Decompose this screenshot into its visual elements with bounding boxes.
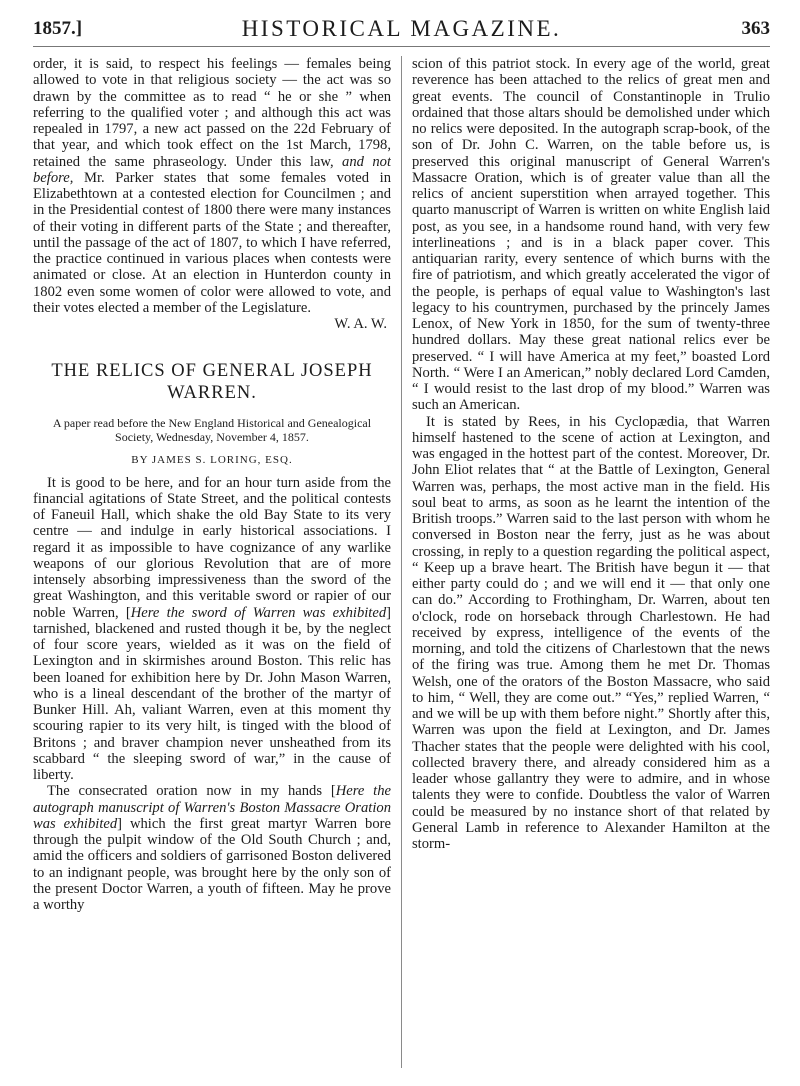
- paragraph: scion of this patriot stock. In every age of the world, great reverence has been attached to the relics of great men and great events. The council of Constantinople in Trulio ordained that those altars should be demolished under which no relics were deposited. In the autograph scrap-book, of the son of Dr. John C. Warren, on the table before us, is preserved this original manuscript of General Warren's Massacre Oration, which is of greater value than all the relics of ancient superstition when arrayed together. This quarto manuscript of Warren is written on white English laid post, as you see, in a handsome round hand, with very few interlineations ; and is in a black paper cover. This antiquarian rarity, every sentence of which burns with the fire of patriotism, and which greatly accelerated the vigor of the people, is perhaps of equal value to Washington's last legacy to his countrymen, purchased by the princely James Lenox, of New York in 1850, for the sum of twenty-three hundred dollars. May these great national relics ever be preserved. “ I will have America at my feet,” boasted Lord North. “ Were I an American,” nobly declared Lord Camden, “ I would resist to the last drop of my blood.” Warren was such an American.: [412, 56, 770, 414]
- text-run: It is good to be here, and for an hour turn aside from the financial agitations of State Street, and the political contests of Faneuil Hall, which shake the old Bay State to its very centre — and indulge in early historical associations. I regard it as impossible to have cognizance of any warlike weapons of our glorious Revolution that are of more intensely absorbing impressiveness than the sword of the great Washington, and this veritable sword or rapier of our noble Warren, [: [33, 474, 391, 621]
- section-title: THE RELICS OF GENERAL JOSEPH WARREN.: [51, 361, 373, 404]
- page-number: 363: [741, 18, 770, 39]
- header-title: HISTORICAL MAGAZINE.: [241, 16, 562, 41]
- text-run: The consecrated oration now in my hands [: [47, 783, 336, 800]
- running-header: [33, 16, 770, 47]
- paragraph: [33, 475, 391, 784]
- right-column: [412, 56, 770, 1068]
- text-run-italic: Here the sword of Warren was exhibited: [130, 604, 387, 621]
- left-column: [33, 56, 391, 1068]
- header-year: 1857.]: [33, 18, 83, 39]
- intro-note: A paper read before the New England Historical and Genealogical Society, Wednesday, November 4, 1857.: [52, 416, 372, 445]
- text-run-italic: and not before,: [33, 153, 391, 186]
- column-divider: [401, 56, 402, 1068]
- text-run: ] which the first great martyr Warren bore through the pulpit window of the Old South Church ; and, amid the officers and soldiers of garrisoned Boston delivered to an indignant people, was brought here by the only son of the present Doctor Warren, a youth of fifteen. May he prove a worthy: [33, 815, 391, 913]
- signature: W. A. W.: [334, 316, 387, 332]
- paragraph: It is stated by Rees, in his Cyclopædia, that Warren himself hastened to the scene of action at Lexington, and was engaged in the hottest part of the contest. Moreover, Dr. John Eliot relates that “ at the Battle of Lexington, General Warren was, perhaps, the most active man in the field. His soul beat to arms, as soon as he learnt the intention of the British troops.” Warren said to the last person with whom he conversed in Boston near the ferry, just as he was about crossing, in reply to a question regarding the political aspect, “ Keep up a brave heart. The British have begun it — that either party could do ; and we will end it — that only one can do.” According to Frothingham, Dr. Warren, about ten o'clock, rode on horseback through Charlestown. He had received by express, intelligence of the events of the morning, and told the citizens of Charlestown that the news of the firing was true. Among them he met Dr. Thomas Welsh, one of the orators of the Boston Massacre, who said to him, “ Well, they are come out.” “Yes,” replied Warren, “ and we will be up with them before night.” Shortly after this, Warren was upon the field at Lexington, and Dr. James Thacher states that the people were delighted with his cool, collected bravery there, and already considered him as a leader whose gallantry they were to admire, and in whose talents they were to confide. Doubtless the valor of Warren could be measured by no instance short of that related by General Lamb in reference to Alexander Hamilton at the storm-: [412, 413, 770, 852]
- paragraph: [33, 783, 391, 913]
- text-run: order, it is said, to respect his feelings — females being allowed to vote in that religious society — the act was so drawn by the committee as to read “ he or she ” when referring to the qualified voter ; and although this act was repealed in 1797, a new act passed on the 22d February of that year, and which took effect on the 1st March, 1798, retained the same phraseology. Under this law,: [33, 56, 391, 170]
- text-run: Mr. Parker states that some females voted in Elizabethtown at a contested election for Councilmen ; and in the Presidential contest of 1800 there were many instances of their voting in different parts of the State ; and thereafter, until the passage of the act of 1807, to which I have referred, the practice continued in various places when contests were animated or close. At an election in Hunterdon county in 1802 even some women of color were allowed to vote, and their votes elected a member of the Legislature.: [33, 169, 391, 316]
- text-run-italic: Here the autograph manuscript of Warren's Boston Massacre Oration was exhibited: [33, 783, 391, 832]
- text-run: ] tarnished, blackened and rusted though it be, by the neglect of four score years, wielded as it was on the field of Lexington and in skirmishes around Boston. This relic has been loaned for exhibition here by Dr. John Mason Warren, who is a lineal descendant of the brother of the martyr of Bunker Hill. Ah, valiant Warren, even at this moment thy scouring rapier to its very hilt, is tinged with the blood of Britons ; and braver champion never unsheathed from its scabbard “ the sleeping sword of war,” in the cause of liberty.: [33, 604, 391, 783]
- paragraph: [33, 56, 391, 316]
- byline: BY JAMES S. LORING, ESQ.: [131, 454, 293, 467]
